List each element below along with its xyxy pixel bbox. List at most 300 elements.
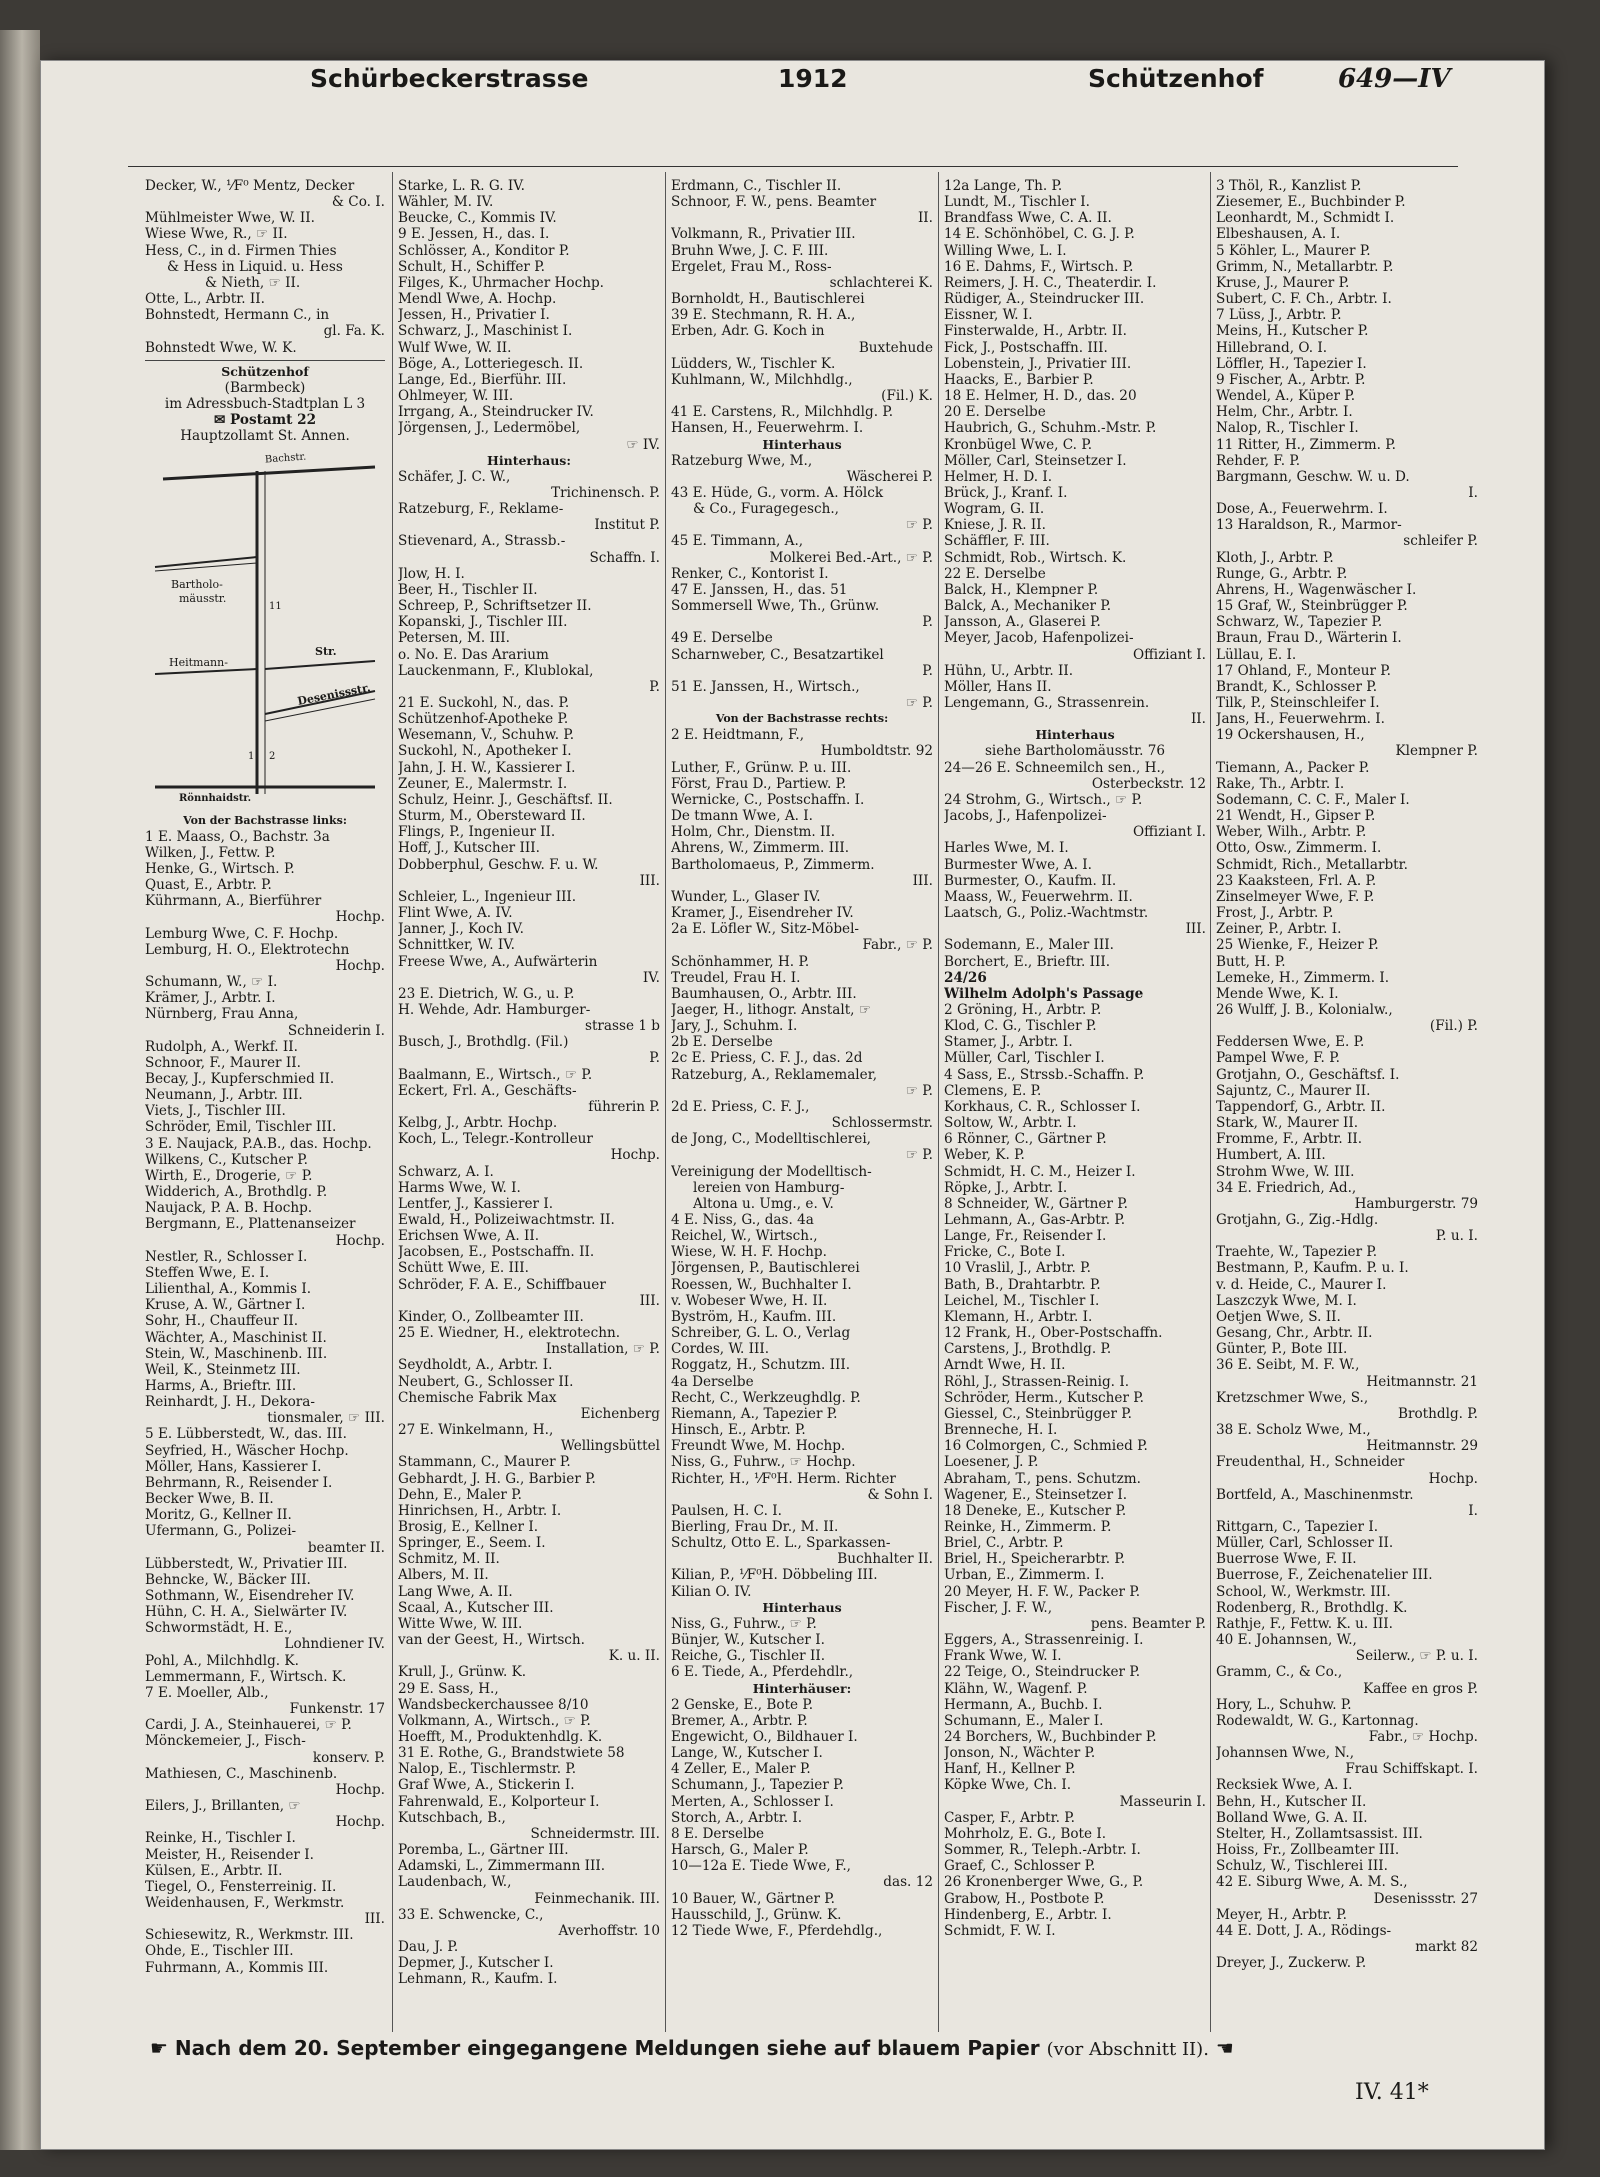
directory-entry: Janner, J., Koch IV. (398, 921, 524, 938)
directory-entry: 3 Thöl, R., Kanzlist P. (1216, 178, 1362, 194)
directory-entry: 27 E. Winkelmann, H., (398, 1422, 554, 1439)
directory-entry: Leichel, M., Tischler I. (944, 1292, 1100, 1309)
directory-entry: Jans, H., Feuerwehrm. I. (1216, 711, 1385, 728)
header-street-left: Schürbeckerstrasse (310, 64, 589, 93)
directory-entry: I. (1468, 484, 1478, 501)
directory-entry: Schmidt, Rich., Metallarbtr. (1216, 856, 1408, 873)
directory-entry: Schulz, W., Tischlerei III. (1216, 1858, 1388, 1875)
directory-entry: Lemburg, H. O., Elektrotechn (145, 941, 350, 958)
directory-entry: Schmidt, H. C. M., Heizer I. (944, 1163, 1136, 1180)
directory-entry: beamter II. (307, 1539, 385, 1556)
directory-entry: Chemische Fabrik Max (398, 1389, 557, 1406)
directory-entry: Schwarz, W., Tapezier P. (1216, 614, 1383, 631)
directory-entry: 49 E. Derselbe (671, 630, 773, 647)
directory-entry: Reinke, H., Zimmerm. P. (944, 1518, 1112, 1535)
directory-entry: Erichsen Wwe, A. II. (398, 1228, 540, 1245)
directory-entry: 25 Wienke, F., Heizer P. (1216, 937, 1379, 954)
directory-entry: Wogram, G. II. (944, 501, 1045, 518)
directory-entry: 23 E. Dietrich, W. G., u. P. (398, 985, 575, 1002)
directory-entry: Braun, Frau D., Wärterin I. (1216, 630, 1402, 647)
directory-entry: Averhoffstr. 10 (558, 1922, 660, 1939)
directory-entry: Bohnstedt, Hermann C., in (145, 307, 330, 324)
directory-entry: Rehder, F. P. (1216, 452, 1301, 469)
directory-entry: pens. Beamter P. (1090, 1615, 1206, 1632)
directory-entry: Schlösser, A., Konditor P. (398, 242, 570, 259)
directory-entry: Sodemann, C. C. F., Maler I. (1216, 791, 1410, 808)
directory-entry: Roessen, W., Buchhalter I. (671, 1276, 852, 1293)
directory-entry: Jansson, A., Glaserei P. (944, 614, 1101, 631)
directory-entry: Volkmann, R., Privatier III. (671, 226, 856, 243)
directory-entry: 19 Ockershausen, H., (1216, 727, 1365, 744)
directory-entry: Wiese Wwe, R., ☞ II. (145, 226, 288, 243)
directory-entry: Lemburg Wwe, C. F. Hochp. (145, 925, 339, 942)
directory-entry: Weil, K., Steinmetz III. (145, 1361, 301, 1378)
directory-entry: Neubert, G., Schlosser II. (398, 1373, 574, 1390)
directory-entry: Grabow, H., Postbote P. (944, 1890, 1105, 1907)
directory-entry: Trichinensch. P. (551, 484, 660, 501)
directory-entry: Wulf Wwe, W. II. (398, 339, 512, 356)
directory-entry: Sothmann, W., Eisendreher IV. (145, 1588, 355, 1604)
directory-entry: Buerrose Wwe, F. II. (1216, 1551, 1357, 1568)
directory-entry: Freese Wwe, A., Aufwärterin (398, 953, 598, 970)
directory-entry: 6 E. Tiede, A., Pferdehdlr., (671, 1664, 854, 1681)
directory-entry: Briel, C., Arbtr. P. (944, 1535, 1064, 1552)
directory-entry: 29 E. Sass, H., (398, 1680, 499, 1697)
directory-entry: Jacobsen, E., Postschaffn. II. (398, 1244, 595, 1261)
directory-entry: de Jong, C., Modelltischlerei, (671, 1131, 871, 1148)
section-rule (145, 360, 385, 361)
directory-entry: Vereinigung der Modelltisch- (671, 1163, 872, 1180)
directory-entry: 18 Deneke, E., Kutscher P. (944, 1502, 1127, 1519)
directory-entry: Carstens, J., Brothdlg. P. (944, 1341, 1112, 1358)
directory-entry: Hess, C., in d. Firmen Thies (145, 242, 337, 259)
directory-entry: Hansen, H., Feuerwehrm. I. (671, 420, 864, 437)
directory-entry: Balck, H., Klempner P. (944, 581, 1099, 598)
directory-entry: Schäffler, F. III. (944, 533, 1050, 550)
directory-entry: Busch, J., Brothdlg. (Fil.) (398, 1034, 569, 1051)
directory-entry: Gramm, C., & Co., (1216, 1664, 1343, 1681)
directory-entry: 14 E. Schönhöbel, C. G. J. P. (944, 226, 1135, 243)
directory-entry: Desenissstr. 27 (1373, 1890, 1478, 1907)
directory-entry: Institut P. (594, 517, 660, 534)
directory-entry: Dau, J. P. (398, 1939, 459, 1956)
directory-entry: Heitmannstr. 29 (1366, 1438, 1478, 1455)
directory-entry: Müller, Carl, Schlosser II. (1216, 1535, 1394, 1552)
directory-entry: Gesang, Chr., Arbtr. II. (1216, 1325, 1373, 1342)
directory-entry: Hühn, U., Arbtr. II. (944, 662, 1074, 679)
directory-entry: Kruse, A. W., Gärtner I. (145, 1297, 306, 1314)
directory-entry: Petersen, M. III. (398, 630, 510, 647)
directory-entry: Reichel, W., Wirtsch., (671, 1228, 818, 1245)
directory-entry: o. No. E. Das Ararium (398, 646, 549, 663)
directory-entry: 40 E. Johannsen, W., (1216, 1632, 1357, 1649)
directory-entry: Sturm, M., Obersteward II. (398, 808, 586, 825)
directory-entry: Eggers, A., Strassenreinig. I. (944, 1632, 1144, 1649)
map-label-bartholo: Bartholo- (171, 577, 223, 591)
directory-entry: 26 Kronenberger Wwe, G., P. (944, 1874, 1144, 1891)
directory-entry: Röhl, J., Strassen-Reinig. I. (944, 1373, 1130, 1390)
directory-entry: 4 Zeller, E., Maler P. (671, 1761, 811, 1778)
directory-entry: Zinselmeyer Wwe, F. P. (1216, 888, 1375, 905)
directory-entry: Külsen, E., Arbtr. II. (145, 1862, 283, 1879)
directory-entry: Becker Wwe, B. II. (145, 1491, 274, 1508)
directory-entry: III. (912, 872, 933, 889)
directory-entry: Lange, Fr., Reisender I. (944, 1228, 1107, 1245)
directory-entry: Korkhaus, C. R., Schlosser I. (944, 1098, 1141, 1115)
directory-entry: K. u. II. (608, 1648, 660, 1665)
directory-entry: 21 E. Suckohl, N., das. P. (398, 695, 570, 711)
directory-entry: Eilers, J., Brillanten, ☞ (145, 1798, 301, 1815)
directory-entry: Arndt Wwe, H. II. (944, 1357, 1066, 1374)
directory-entry: Klähn, W., Wagenf. P. (944, 1680, 1088, 1697)
directory-entry: Zeiner, P., Arbtr. I. (1216, 921, 1342, 938)
directory-entry: Schwarz, A. I. (398, 1163, 494, 1180)
directory-entry: Schreep, P., Schriftsetzer II. (398, 598, 592, 615)
directory-entry: 11 Ritter, H., Zimmerm. P. (1216, 436, 1396, 453)
directory-entry: Hoiss, Fr., Zollbeamter III. (1216, 1842, 1400, 1859)
directory-entry: Burmester, O., Kaufm. II. (944, 872, 1117, 889)
directory-entry: Rüdiger, A., Steindrucker III. (944, 291, 1145, 308)
directory-entry: Ahrens, H., Wagenwäscher I. (1216, 581, 1417, 598)
directory-entry: Jonson, N., Wächter P. (944, 1745, 1096, 1762)
directory-entry: Ufermann, G., Polizei- (145, 1523, 297, 1540)
directory-entry: Först, Frau D., Partiew. P. (671, 775, 847, 792)
directory-entry: Stammann, C., Maurer P. (398, 1454, 571, 1471)
directory-entry: Bornholdt, H., Bautischlerei (671, 291, 865, 308)
directory-entry: Soltow, W., Arbtr. I. (944, 1115, 1077, 1132)
directory-entry: Hochp. (335, 909, 385, 926)
directory-entry: Erben, Adr. G. Koch in (671, 323, 825, 340)
directory-entry: Hermann, A., Buchb. I. (944, 1696, 1103, 1713)
directory-entry: Kramer, J., Eisendreher IV. (671, 905, 854, 922)
directory-entry: Elbeshausen, A. I. (1216, 226, 1341, 243)
directory-entry: Schröder, Emil, Tischler III. (145, 1119, 337, 1136)
directory-entry: Roggatz, H., Schutzm. III. (671, 1357, 851, 1374)
directory-entry: Wirth, E., Drogerie, ☞ P. (145, 1167, 313, 1184)
directory-entry: Haubrich, G., Schuhm.-Mstr. P. (944, 420, 1157, 437)
directory-entry: Möller, Hans II. (944, 678, 1052, 695)
directory-entry: & Hess in Liquid. u. Hess (167, 258, 343, 275)
directory-entry: Klemann, H., Arbtr. I. (944, 1308, 1093, 1325)
map-label-roennhaidstr: Rönnhaidstr. (179, 792, 252, 804)
column-rule (938, 172, 939, 2032)
directory-entry: Briel, H., Speicherarbtr. P. (944, 1551, 1126, 1568)
directory-entry: Schaffn. I. (589, 549, 660, 566)
directory-entry: Neumann, J., Arbtr. III. (145, 1087, 303, 1104)
directory-entry: Lauckenmann, F., Klublokal, (398, 662, 594, 679)
directory-entry: Witte Wwe, W. III. (398, 1615, 523, 1632)
directory-entry: Wernicke, C., Postschaffn. I. (671, 791, 865, 808)
directory-entry: Harms, A., Brieftr. III. (145, 1377, 297, 1394)
directory-entry: 5 E. Lübberstedt, W., das. III. (145, 1426, 347, 1443)
directory-entry: Traehte, W., Tapezier P. (1216, 1244, 1378, 1261)
hand-pointer-left-icon: ☚ (1215, 2036, 1234, 2060)
directory-entry: Kilian O. IV. (671, 1583, 752, 1600)
directory-entry: 17 Ohland, F., Monteur P. (1216, 662, 1391, 679)
directory-entry: Poremba, L., Gärtner III. (398, 1842, 569, 1859)
directory-entry: 47 E. Janssen, H., das. 51 (671, 581, 848, 598)
directory-entry: Fabr., ☞ Hochp. (1368, 1729, 1478, 1745)
directory-entry: 2d E. Priess, C. F. J., (671, 1098, 810, 1115)
directory-entry: Behncke, W., Bäcker III. (145, 1571, 311, 1588)
directory-entry: Henke, G., Wirtsch. P. (145, 860, 295, 877)
directory-entry: Stievenard, A., Strassb.- (398, 533, 566, 550)
directory-entry: Richter, H., ⅟F⁰H. Herm. Richter (671, 1470, 896, 1487)
column-3 (671, 178, 933, 2038)
directory-entry: Hühn, C. H. A., Sielwärter IV. (145, 1604, 348, 1621)
directory-entry: Hory, L., Schuhw. P. (1216, 1696, 1352, 1713)
directory-entry: Wilken, J., Fettw. P. (145, 844, 276, 861)
directory-entry: Löffler, H., Tapezier I. (1216, 355, 1367, 372)
column-4 (944, 178, 1206, 2038)
directory-entry: Depmer, J., Kutscher I. (398, 1955, 554, 1972)
directory-entry: Buchhalter II. (837, 1551, 933, 1568)
directory-entry: Harsch, G., Maler P. (671, 1842, 809, 1859)
page-number-footer: IV. 41* (1355, 2080, 1429, 2105)
directory-entry: (Fil.) K. (881, 388, 933, 405)
directory-entry: 16 Colmorgen, C., Schmied P. (944, 1438, 1148, 1455)
directory-entry: Seyfried, H., Wäscher Hochp. (145, 1442, 349, 1459)
directory-entry: 24 Borchers, W., Buchbinder P. (944, 1729, 1157, 1745)
directory-entry: Sajuntz, C., Maurer II. (1216, 1082, 1371, 1099)
directory-entry: Balck, A., Mechaniker P. (944, 598, 1112, 615)
directory-entry: das. 12 (883, 1874, 933, 1891)
directory-entry: Cardi, J. A., Steinhauerei, ☞ P. (145, 1717, 352, 1734)
directory-entry: Jacobs, J., Hafenpolizei- (944, 808, 1107, 825)
directory-entry: P. (922, 662, 933, 679)
directory-entry: Pohl, A., Milchhdlg. K. (145, 1652, 299, 1669)
directory-entry: 33 E. Schwencke, C., (398, 1906, 544, 1923)
directory-entry: Nalop, E., Tischlermstr. P. (398, 1761, 577, 1778)
directory-entry: Dose, A., Feuerwehrm. I. (1216, 501, 1388, 518)
directory-entry: 8 E. Derselbe (671, 1825, 765, 1842)
directory-entry: Jaeger, H., lithogr. Anstalt, ☞ (671, 1001, 872, 1018)
directory-entry: 21 Wendt, H., Gipser P. (1216, 808, 1376, 825)
directory-entry: Brandfass Wwe, C. A. II. (944, 210, 1112, 227)
map-label-str: Str. (315, 644, 337, 658)
directory-entry: Heitmannstr. 21 (1366, 1373, 1478, 1390)
directory-entry: Wandsbeckerchaussee 8/10 (398, 1696, 589, 1713)
directory-entry: Widderich, A., Brothdlg. P. (145, 1184, 328, 1201)
directory-entry: Schröder, F. A. E., Schiffbauer (398, 1276, 606, 1293)
directory-entry: Tilk, P., Steinschleifer I. (1216, 695, 1380, 711)
directory-entry: II. (1190, 711, 1206, 728)
directory-entry: schleifer P. (1403, 533, 1478, 550)
directory-entry: Weber, K. P. (944, 1147, 1025, 1164)
directory-entry: Behn, H., Kutscher II. (1216, 1793, 1367, 1810)
directory-entry: Fischer, J. F. W., (944, 1599, 1053, 1616)
directory-entry: Byström, H., Kaufm. III. (671, 1308, 837, 1325)
directory-entry: P. (649, 1050, 660, 1067)
directory-entry: Ratzeburg Wwe, M., (671, 452, 813, 469)
directory-entry: 31 E. Rothe, G., Brandstwiete 58 (398, 1745, 625, 1762)
directory-entry: Wunder, L., Glaser IV. (671, 888, 821, 905)
directory-entry: Hamburgerstr. 79 (1354, 1195, 1478, 1212)
directory-entry: Ahrens, W., Zimmerm. III. (671, 840, 850, 857)
directory-entry: 24 Strohm, G., Wirtsch., ☞ P. (944, 791, 1143, 808)
directory-entry: 24/26 (944, 969, 987, 986)
directory-entry: Masseurin I. (1119, 1793, 1206, 1810)
directory-entry: Grotjahn, O., Geschäftsf. I. (1216, 1066, 1400, 1083)
directory-entry: Schiesewitz, R., Werkmstr. III. (145, 1927, 354, 1944)
directory-entry: Hochp. (335, 1232, 385, 1249)
directory-entry: Helmer, H. D. I. (944, 468, 1053, 485)
directory-entry: Hochp. (335, 1814, 385, 1831)
directory-entry: Recksiek Wwe, A. I. (1216, 1777, 1353, 1794)
directory-entry: 2 E. Heidtmann, F., (671, 727, 805, 744)
directory-entry: Koch, L., Telegr.-Kontrolleur (398, 1131, 593, 1148)
directory-entry: Bartholomaeus, P., Zimmerm. (671, 856, 875, 873)
directory-entry: Fick, J., Postschaffn. III. (944, 339, 1108, 356)
map-label-maeusstr: mäusstr. (179, 591, 227, 605)
directory-entry: Installation, ☞ P. (545, 1341, 660, 1358)
directory-entry: Beer, H., Tischler II. (398, 581, 538, 598)
directory-entry: Schmitz, M. II. (398, 1551, 500, 1568)
directory-entry: Brothdlg. P. (1398, 1405, 1478, 1422)
directory-entry: Schumann, W., ☞ I. (145, 974, 278, 991)
directory-entry: Rudolph, A., Werkf. II. (145, 1038, 298, 1055)
directory-entry: Kretzschmer Wwe, S., (1216, 1389, 1369, 1406)
directory-entry: II. (917, 210, 933, 227)
column-rule (392, 172, 393, 2032)
directory-entry: Harms Wwe, W. I. (398, 1179, 521, 1196)
directory-entry: Wilkens, C., Kutscher P. (145, 1151, 308, 1168)
directory-entry: Lang Wwe, A. II. (398, 1583, 513, 1600)
directory-entry: Möller, Hans, Kassierer I. (145, 1458, 322, 1475)
directory-entry: Rake, Th., Arbtr. I. (1216, 775, 1345, 792)
directory-entry: Ohlmeyer, W. III. (398, 388, 514, 405)
directory-entry: Paulsen, H. C. I. (671, 1502, 782, 1519)
directory-entry: Kilian, P., ⅟F⁰H. Döbbeling III. (671, 1567, 878, 1584)
directory-entry: 16 E. Dahms, F., Wirtsch. P. (944, 258, 1134, 275)
directory-entry: Brenneche, H. I. (944, 1422, 1058, 1439)
directory-entry: ☞ P. (905, 1082, 933, 1099)
directory-entry: I. (1468, 1502, 1478, 1519)
directory-entry: Leonhardt, M., Schmidt I. (1216, 210, 1395, 227)
directory-entry: Johannsen Wwe, N., (1216, 1745, 1355, 1762)
directory-entry: Kutschbach, B., (398, 1809, 506, 1826)
directory-entry: Osterbeckstr. 12 (1091, 775, 1206, 792)
directory-entry: Quast, E., Arbtr. P. (145, 877, 272, 894)
directory-entry: ✉ Postamt 22 (213, 412, 317, 429)
directory-entry: Humboldtstr. 92 (820, 743, 933, 760)
directory-entry: Stamer, J., Arbtr. I. (944, 1034, 1073, 1051)
directory-entry: Von der Bachstrasse links: (183, 813, 347, 827)
directory-entry: 22 E. Derselbe (944, 565, 1046, 582)
map-house-number: 1 (248, 750, 255, 762)
directory-entry: Wähler, M. IV. (398, 194, 494, 211)
directory-entry: Bremer, A., Arbtr. P. (671, 1712, 808, 1729)
directory-entry: Frost, J., Arbtr. P. (1216, 905, 1334, 922)
directory-entry: Jörgensen, J., Ledermöbel, (398, 420, 581, 437)
directory-entry: 10 Bauer, W., Gärtner P. (671, 1890, 835, 1907)
directory-entry: Ratzeburg, A., Reklamemaler, (671, 1066, 878, 1083)
directory-entry: Cordes, W. III. (671, 1341, 770, 1358)
directory-entry: Steffen Wwe, E. I. (145, 1264, 270, 1281)
directory-entry: Giessel, C., Steinbrügger P. (944, 1405, 1132, 1422)
column-2 (398, 178, 660, 2038)
directory-entry: Lange, W., Kutscher I. (671, 1745, 823, 1762)
directory-entry: Springer, E., Seem. I. (398, 1535, 546, 1552)
directory-entry: Ohde, E., Tischler III. (145, 1943, 294, 1960)
directory-entry: H. Wehde, Adr. Hamburger- (398, 1001, 591, 1018)
directory-entry: Holm, Chr., Dienstm. II. (671, 824, 836, 841)
directory-entry: Lilienthal, A., Kommis I. (145, 1281, 312, 1298)
column-1 (145, 178, 385, 2038)
directory-entry: Hoff, J., Kutscher III. (398, 840, 540, 857)
directory-entry: 34 E. Friedrich, Ad., (1216, 1179, 1357, 1196)
directory-entry: Recht, C., Werkzeughdlg. P. (671, 1389, 861, 1406)
directory-entry: Hinterhaus (1035, 727, 1115, 743)
directory-entry: v. Wobeser Wwe, H. II. (671, 1292, 828, 1309)
directory-entry: Eichenberg (580, 1405, 660, 1422)
directory-entry: Mendl Wwe, A. Hochp. (398, 291, 557, 308)
directory-entry: Von der Bachstrasse rechts: (715, 712, 889, 726)
directory-entry: Niss, G., Fuhrw., ☞ Hochp. (671, 1454, 856, 1471)
footer-notice (150, 2036, 1234, 2060)
directory-entry: Bergmann, E., Plattenanseizer (145, 1216, 356, 1233)
directory-entry: Müller, Carl, Tischler I. (944, 1050, 1105, 1067)
directory-entry: Schröder, Herm., Kutscher P. (944, 1389, 1145, 1406)
directory-entry: Hanf, H., Kellner P. (944, 1761, 1076, 1778)
directory-entry: 12a Lange, Th. P. (944, 178, 1063, 194)
street-map-drawing (145, 449, 385, 809)
directory-entry: tionsmaler, ☞ III. (267, 1410, 385, 1427)
directory-entry: führerin P. (588, 1098, 660, 1115)
directory-entry: Schäfer, J. C. W., (398, 468, 511, 485)
directory-entry: Kronbügel Wwe, C. P. (944, 436, 1093, 453)
directory-entry: 51 E. Janssen, H., Wirtsch., (671, 678, 860, 695)
directory-entry: Meyer, Jacob, Hafenpolizei- (944, 630, 1134, 647)
directory-entry: Mathiesen, C., Maschinenb. (145, 1765, 338, 1782)
directory-entry: Schönhammer, H. P. (671, 953, 810, 970)
directory-entry: Jessen, H., Privatier I. (398, 307, 550, 324)
directory-entry: Schumann, E., Maler I. (944, 1712, 1104, 1729)
directory-entry: Fabr., ☞ P. (862, 937, 933, 954)
directory-entry: Starke, L. R. G. IV. (398, 178, 525, 194)
directory-entry: 2c E. Priess, C. F. J., das. 2d (671, 1050, 863, 1067)
directory-entry: Eissner, W. I. (944, 307, 1033, 324)
directory-entry: Loesener, J. P. (944, 1454, 1039, 1471)
directory-entry: & Nieth, ☞ II. (205, 274, 301, 291)
directory-entry: Krull, J., Grünw. K. (398, 1664, 527, 1681)
directory-entry: Runge, G., Arbtr. P. (1216, 565, 1348, 582)
directory-entry: Renker, C., Kontorist I. (671, 565, 829, 582)
directory-entry: Hochp. (1428, 1470, 1478, 1487)
directory-entry: 24—26 E. Schneemilch sen., H., (944, 759, 1166, 776)
directory-entry: 25 E. Wiedner, H., elektrotechn. (398, 1325, 621, 1342)
directory-entry: Lengemann, G., Strassenrein. (944, 695, 1150, 711)
header-street-right: Schützenhof (1088, 64, 1264, 93)
directory-entry: Schnittker, W. IV. (398, 937, 516, 954)
directory-entry: 15 Graf, W., Steinbrügger P. (1216, 598, 1408, 615)
directory-entry: Nestler, R., Schlosser I. (145, 1248, 308, 1265)
directory-entry: Hochp. (335, 957, 385, 974)
directory-entry: Rodewaldt, W. G., Kartonnag. (1216, 1712, 1419, 1729)
directory-entry: Weidenhausen, F., Werkmstr. (145, 1894, 345, 1911)
directory-entry: Freundt Wwe, M. Hochp. (671, 1438, 846, 1455)
directory-entry: Nürnberg, Frau Anna, (145, 1006, 299, 1023)
directory-entry: Gebhardt, J. H. G., Barbier P. (398, 1470, 596, 1487)
directory-entry: Kinder, O., Zollbeamter III. (398, 1308, 584, 1325)
directory-entry: Wendel, A., Küper P. (1216, 388, 1356, 405)
directory-entry: & Co., Furagegesch., (693, 501, 839, 518)
directory-entry: Rodenberg, R., Brothdlg. K. (1216, 1599, 1408, 1616)
directory-entry: Rathje, F., Fettw. K. u. III. (1216, 1615, 1393, 1632)
directory-entry: Reinke, H., Tischler I. (145, 1830, 296, 1847)
directory-entry: Beucke, C., Kommis IV. (398, 210, 557, 227)
directory-entry: Brück, J., Kranf. I. (944, 484, 1068, 501)
